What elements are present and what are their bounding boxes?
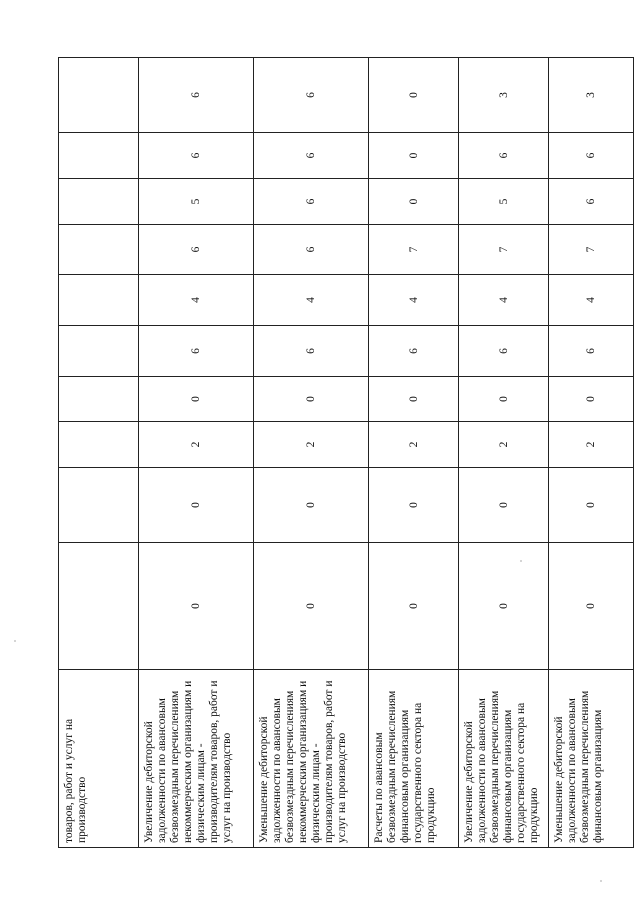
row-name-text: Увеличение дебиторской задолженности по авансовым безвозмездным перечислениям некоммерческим организациям и физическим лицам - производителям товаров, работ и услуг на производство [143, 680, 233, 843]
value-cell [459, 58, 549, 133]
value-text: 6 [190, 92, 202, 98]
row-name-text: Расчеты по авансовым безвозмездным перечислениям финансовым организациям государственного сектора на продукцию [373, 690, 437, 843]
value-cell [369, 133, 459, 179]
value-text: 0 [585, 396, 597, 402]
value-cell [59, 326, 139, 377]
value-cell [549, 225, 634, 275]
value-cell [549, 543, 634, 670]
value-text: 6 [497, 152, 510, 159]
value-cell [254, 225, 369, 275]
value-text: 6 [305, 92, 317, 98]
value-text: 0 [305, 396, 317, 402]
value-text: 2 [497, 441, 510, 448]
value-cell [459, 468, 549, 543]
value-text: 6 [190, 246, 202, 253]
value-text: 0 [407, 502, 420, 508]
value-text: 6 [305, 246, 317, 253]
value-text: 0 [585, 603, 597, 609]
value-cell [369, 225, 459, 275]
value-text: 0 [497, 502, 510, 508]
value-cell [369, 377, 459, 422]
value-cell [139, 468, 254, 543]
table-row [369, 58, 459, 848]
value-text: 0 [407, 603, 420, 609]
value-cell [254, 326, 369, 377]
value-cell [369, 422, 459, 468]
value-text: 3 [497, 92, 510, 98]
scan-speck [14, 640, 16, 642]
value-cell [139, 377, 254, 422]
value-cell [549, 275, 634, 326]
value-cell [459, 326, 549, 377]
value-cell [459, 179, 549, 225]
value-text: 0 [407, 152, 420, 159]
value-text: 0 [305, 502, 317, 508]
value-text: 2 [305, 441, 317, 448]
value-cell [549, 422, 634, 468]
scan-speck [600, 880, 602, 882]
value-cell [369, 326, 459, 377]
value-text: 2 [585, 441, 597, 448]
row-name-text: Уменьшение дебиторской задолженности по авансовым безвозмездным перечислениям некоммерческим организациям и физическим лицам - производителям товаров, работ и услуг на производство [258, 680, 348, 843]
value-cell [139, 422, 254, 468]
value-cell [139, 275, 254, 326]
value-cell [139, 133, 254, 179]
value-cell [254, 58, 369, 133]
value-cell [254, 468, 369, 543]
value-cell [459, 133, 549, 179]
row-name-text: товаров, работ и услуг на производство [63, 718, 88, 843]
value-cell [254, 275, 369, 326]
rotated-table-container [58, 58, 604, 848]
value-text: 0 [497, 603, 510, 609]
value-text: 0 [407, 198, 420, 205]
value-text: 7 [407, 246, 420, 253]
table-row [459, 58, 549, 848]
value-cell [369, 468, 459, 543]
value-text: 0 [190, 396, 202, 402]
value-cell [549, 468, 634, 543]
value-cell [549, 179, 634, 225]
value-cell [59, 133, 139, 179]
value-text: 5 [497, 198, 510, 205]
value-cell [459, 225, 549, 275]
value-cell [139, 179, 254, 225]
value-cell [59, 543, 139, 670]
value-text: 0 [407, 396, 420, 402]
value-cell [139, 225, 254, 275]
value-text: 6 [585, 198, 597, 205]
value-text: 6 [190, 348, 202, 354]
value-text: 4 [190, 297, 202, 303]
value-text: 6 [305, 348, 317, 354]
row-name-cell [59, 670, 139, 848]
value-text: 0 [497, 396, 510, 402]
value-cell [254, 133, 369, 179]
value-cell [369, 275, 459, 326]
value-text: 6 [585, 348, 597, 354]
value-cell [254, 422, 369, 468]
value-cell [369, 58, 459, 133]
value-cell [59, 468, 139, 543]
value-text: 4 [585, 297, 597, 303]
table-row [139, 58, 254, 848]
table-row [549, 58, 634, 848]
value-cell [254, 377, 369, 422]
value-text: 2 [407, 441, 420, 448]
value-cell [254, 179, 369, 225]
value-cell [369, 543, 459, 670]
value-cell [59, 422, 139, 468]
value-cell [59, 58, 139, 133]
value-cell [139, 543, 254, 670]
value-text: 3 [585, 92, 597, 98]
account-codes-table [58, 57, 634, 848]
row-name-cell [369, 670, 459, 848]
value-cell [369, 179, 459, 225]
row-name-cell [139, 670, 254, 848]
value-text: 0 [190, 502, 202, 508]
value-cell [459, 275, 549, 326]
value-cell [459, 543, 549, 670]
value-cell [139, 326, 254, 377]
value-cell [549, 326, 634, 377]
value-text: 4 [305, 297, 317, 303]
value-cell [549, 58, 634, 133]
value-text: 6 [497, 348, 510, 354]
value-cell [459, 377, 549, 422]
row-name-text: Увеличение дебиторской задолженности по авансовым безвозмездным перечислениям финансовым организациям государственного сектора на продукцию [463, 690, 540, 843]
row-name-cell [549, 670, 634, 848]
row-name-text: Уменьшение дебиторской задолженности по авансовым безвозмездным перечислениям финансовым организациям [553, 690, 604, 843]
value-text: 4 [497, 297, 510, 303]
value-text: 7 [585, 246, 597, 253]
table-body [59, 58, 634, 848]
table-row [254, 58, 369, 848]
value-text: 0 [190, 603, 202, 609]
value-text: 2 [190, 441, 202, 448]
row-name-cell [459, 670, 549, 848]
scan-speck [520, 560, 522, 562]
value-text: 6 [190, 152, 202, 159]
value-text: 0 [407, 92, 420, 98]
value-cell [254, 543, 369, 670]
value-text: 4 [407, 297, 420, 303]
value-cell [139, 58, 254, 133]
value-text: 6 [305, 198, 317, 205]
value-text: 6 [585, 152, 597, 159]
value-text: 6 [407, 348, 420, 354]
value-text: 0 [585, 502, 597, 508]
value-cell [549, 133, 634, 179]
value-text: 0 [305, 603, 317, 609]
value-cell [549, 377, 634, 422]
table-row [59, 58, 139, 848]
value-cell [59, 377, 139, 422]
value-cell [59, 275, 139, 326]
value-text: 7 [497, 246, 510, 253]
value-text: 6 [305, 152, 317, 159]
row-name-cell [254, 670, 369, 848]
value-cell [59, 225, 139, 275]
value-cell [59, 179, 139, 225]
value-text: 5 [190, 198, 202, 205]
value-cell [459, 422, 549, 468]
